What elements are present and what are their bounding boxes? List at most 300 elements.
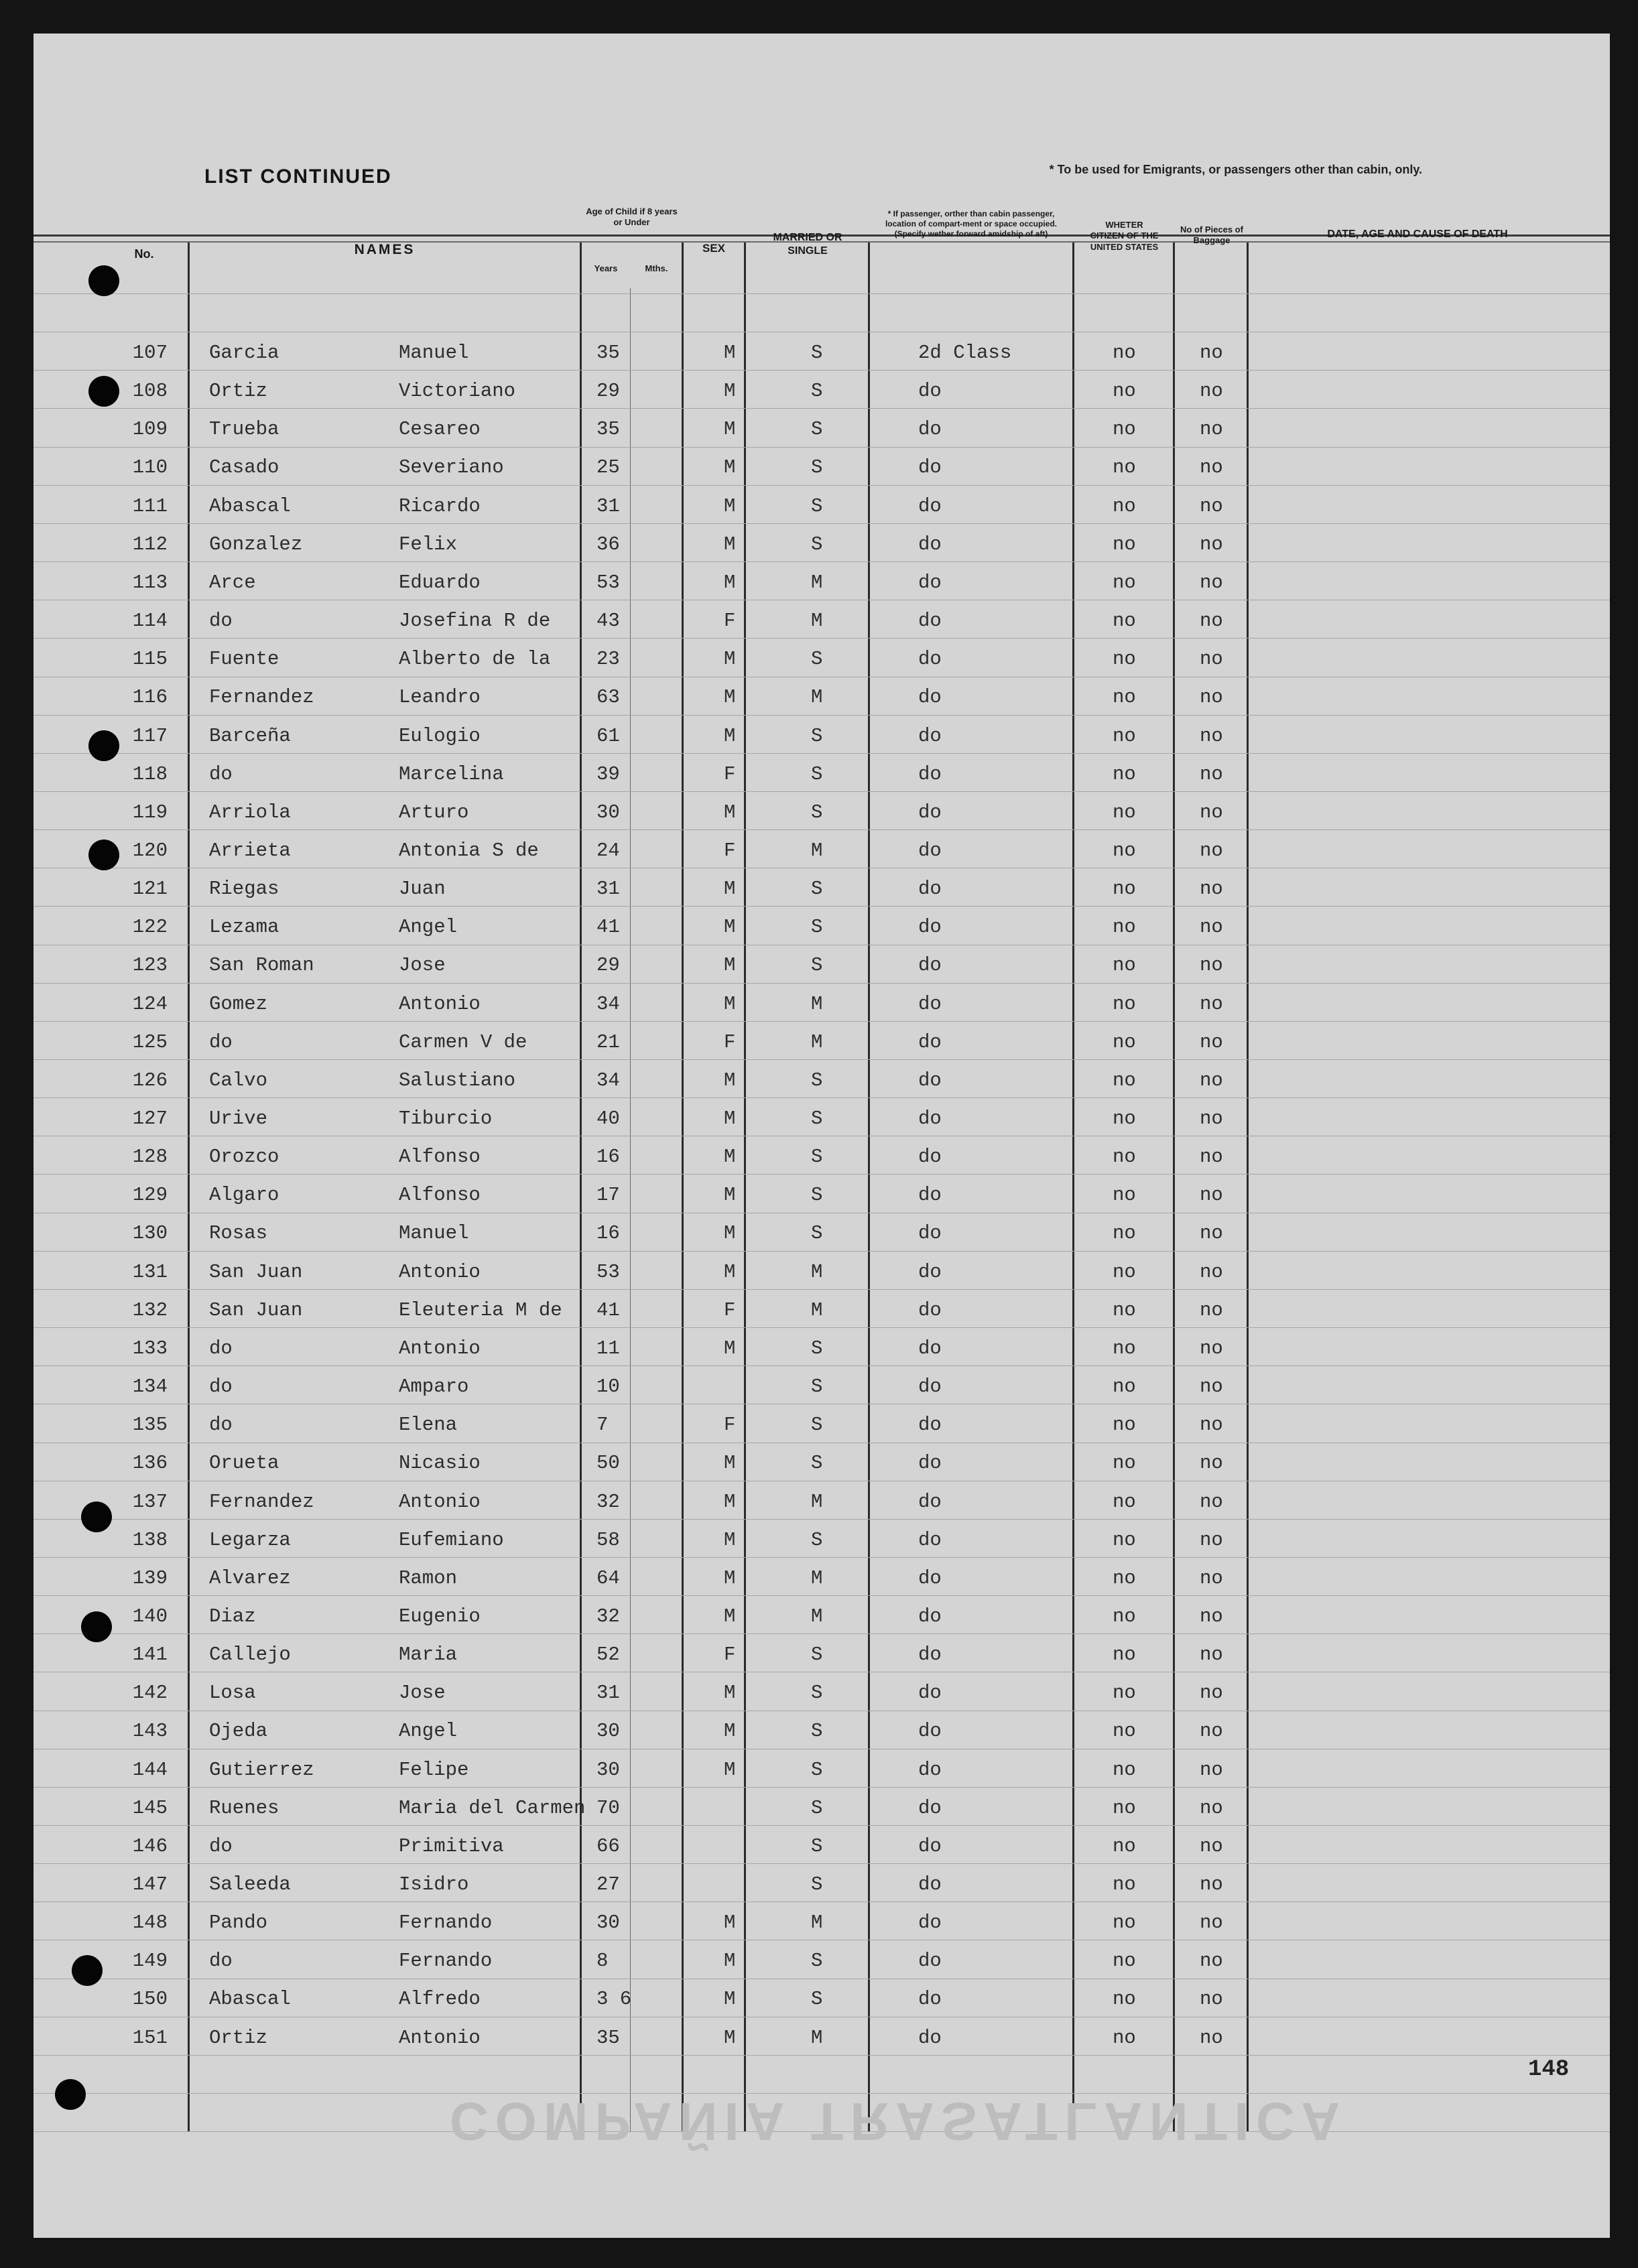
marital-status-cell: S: [811, 725, 823, 747]
location-cell: do: [918, 1222, 942, 1244]
row-number-cell: 118: [132, 763, 168, 785]
location-cell: do: [918, 954, 942, 976]
given-name-cell: Alfonso: [399, 1184, 481, 1206]
punch-hole: [55, 2079, 86, 2110]
column-rule: [1072, 243, 1074, 2132]
row-number-cell: 137: [132, 1491, 168, 1513]
sex-cell: M: [724, 1605, 736, 1627]
citizen-cell: no: [1113, 610, 1136, 632]
location-cell: do: [918, 1682, 942, 1704]
row-number-cell: 132: [132, 1299, 168, 1321]
baggage-count-cell: no: [1200, 533, 1223, 555]
baggage-count-cell: no: [1200, 342, 1223, 364]
age-years-cell: 41: [596, 1299, 620, 1321]
given-name-cell: Severiano: [399, 456, 504, 478]
marital-status-cell: S: [811, 648, 823, 670]
row-rule: [34, 829, 1610, 830]
baggage-count-cell: no: [1200, 686, 1223, 708]
age-years-cell: 53: [596, 572, 620, 594]
row-number-cell: 138: [132, 1529, 168, 1551]
age-years-cell: 39: [596, 763, 620, 785]
given-name-cell: Tiburcio: [399, 1108, 493, 1130]
surname-cell: do: [209, 1376, 233, 1398]
age-years-cell: 23: [596, 648, 620, 670]
surname-cell: do: [209, 1414, 233, 1436]
citizen-cell: no: [1113, 1529, 1136, 1551]
age-years-cell: 63: [596, 686, 620, 708]
given-name-cell: Alberto de la: [399, 648, 551, 670]
age-years-cell: 64: [596, 1567, 620, 1589]
location-cell: do: [918, 1031, 942, 1053]
marital-status-cell: S: [811, 1720, 823, 1742]
age-years-cell: 35: [596, 2027, 620, 2049]
citizen-cell: no: [1113, 840, 1136, 862]
baggage-count-cell: no: [1200, 1873, 1223, 1895]
sex-cell: M: [724, 456, 736, 478]
given-name-cell: Maria: [399, 1644, 458, 1666]
row-rule: [34, 408, 1610, 409]
row-rule: [34, 370, 1610, 371]
row-rule: [34, 906, 1610, 907]
marital-status-cell: S: [811, 456, 823, 478]
marital-status-cell: S: [811, 1108, 823, 1130]
citizen-cell: no: [1113, 648, 1136, 670]
row-number-cell: 123: [132, 954, 168, 976]
baggage-count-cell: no: [1200, 2027, 1223, 2049]
location-cell: do: [918, 725, 942, 747]
row-number-cell: 134: [132, 1376, 168, 1398]
citizen-cell: no: [1113, 1031, 1136, 1053]
row-rule: [34, 1633, 1610, 1634]
sex-cell: M: [724, 2027, 736, 2049]
citizen-cell: no: [1113, 1146, 1136, 1168]
age-years-cell: 8: [596, 1950, 609, 1972]
sex-cell: M: [724, 495, 736, 517]
sex-cell: M: [724, 1108, 736, 1130]
given-name-cell: Josefina R de: [399, 610, 551, 632]
row-number-cell: 144: [132, 1759, 168, 1781]
location-cell: do: [918, 1376, 942, 1398]
surname-cell: do: [209, 1835, 233, 1857]
row-rule: [34, 1059, 1610, 1060]
given-name-cell: Cesareo: [399, 418, 481, 440]
location-cell: do: [918, 1184, 942, 1206]
citizen-cell: no: [1113, 1873, 1136, 1895]
row-number-cell: 119: [132, 801, 168, 823]
page-title: LIST CONTINUED: [204, 165, 392, 188]
row-rule: [34, 1595, 1610, 1596]
location-cell: do: [918, 801, 942, 823]
column-rule: [868, 243, 870, 2132]
column-rule: [580, 243, 582, 2132]
baggage-count-cell: no: [1200, 648, 1223, 670]
age-years-cell: 25: [596, 456, 620, 478]
row-number-cell: 113: [132, 572, 168, 594]
row-number-cell: 124: [132, 993, 168, 1015]
given-name-cell: Ricardo: [399, 495, 481, 517]
age-years-cell: 31: [596, 495, 620, 517]
row-rule: [34, 1251, 1610, 1252]
marital-status-cell: M: [811, 1299, 823, 1321]
marital-status-cell: S: [811, 1644, 823, 1666]
row-rule: [34, 447, 1610, 448]
marital-status-cell: M: [811, 572, 823, 594]
citizen-cell: no: [1113, 342, 1136, 364]
given-name-cell: Leandro: [399, 686, 481, 708]
surname-cell: San Roman: [209, 954, 314, 976]
citizen-cell: no: [1113, 1797, 1136, 1819]
row-number-cell: 107: [132, 342, 168, 364]
col-header-baggage: No of Pieces of Baggage: [1180, 224, 1243, 246]
row-number-cell: 141: [132, 1644, 168, 1666]
citizen-cell: no: [1113, 1414, 1136, 1436]
sex-cell: F: [724, 763, 736, 785]
surname-cell: Casado: [209, 456, 279, 478]
surname-cell: Arriola: [209, 801, 291, 823]
location-cell: do: [918, 686, 942, 708]
baggage-count-cell: no: [1200, 610, 1223, 632]
given-name-cell: Jose: [399, 954, 446, 976]
row-rule: [34, 561, 1610, 562]
row-rule: [34, 791, 1610, 792]
given-name-cell: Maria del Carmen: [399, 1797, 586, 1819]
age-years-cell: 32: [596, 1491, 620, 1513]
given-name-cell: Marcelina: [399, 763, 504, 785]
surname-cell: Abascal: [209, 1988, 291, 2010]
age-years-cell: 3 6: [596, 1988, 632, 2010]
row-number-cell: 143: [132, 1720, 168, 1742]
row-rule: [34, 1825, 1610, 1826]
row-rule: [34, 1327, 1610, 1328]
location-cell: do: [918, 610, 942, 632]
baggage-count-cell: no: [1200, 1988, 1223, 2010]
citizen-cell: no: [1113, 878, 1136, 900]
sex-cell: F: [724, 1414, 736, 1436]
given-name-cell: Isidro: [399, 1873, 469, 1895]
baggage-count-cell: no: [1200, 763, 1223, 785]
given-name-cell: Juan: [399, 878, 446, 900]
sex-cell: M: [724, 725, 736, 747]
sex-cell: M: [724, 1261, 736, 1283]
given-name-cell: Angel: [399, 1720, 458, 1742]
baggage-count-cell: no: [1200, 456, 1223, 478]
surname-cell: Ortiz: [209, 2027, 268, 2049]
surname-cell: Gomez: [209, 993, 268, 1015]
surname-cell: Orozco: [209, 1146, 279, 1168]
sex-cell: M: [724, 380, 736, 402]
baggage-count-cell: no: [1200, 1912, 1223, 1934]
surname-cell: Arrieta: [209, 840, 291, 862]
baggage-count-cell: no: [1200, 1682, 1223, 1704]
given-name-cell: Felipe: [399, 1759, 469, 1781]
surname-cell: Losa: [209, 1682, 256, 1704]
row-number-cell: 110: [132, 456, 168, 478]
age-years-cell: 24: [596, 840, 620, 862]
given-name-cell: Antonio: [399, 1491, 481, 1513]
sex-cell: M: [724, 1222, 736, 1244]
manifest-sheet: [34, 34, 1610, 2238]
baggage-count-cell: no: [1200, 1376, 1223, 1398]
location-cell: do: [918, 418, 942, 440]
row-number-cell: 147: [132, 1873, 168, 1895]
sex-cell: M: [724, 878, 736, 900]
age-years-cell: 50: [596, 1452, 620, 1474]
location-cell: do: [918, 1567, 942, 1589]
citizen-cell: no: [1113, 1376, 1136, 1398]
surname-cell: do: [209, 610, 233, 632]
sex-cell: F: [724, 1031, 736, 1053]
baggage-count-cell: no: [1200, 1222, 1223, 1244]
punch-hole: [88, 376, 119, 407]
row-rule: [34, 1863, 1610, 1864]
marital-status-cell: S: [811, 763, 823, 785]
baggage-count-cell: no: [1200, 495, 1223, 517]
citizen-cell: no: [1113, 1912, 1136, 1934]
row-rule: [34, 1174, 1610, 1175]
citizen-cell: no: [1113, 1069, 1136, 1091]
punch-hole: [88, 730, 119, 761]
baggage-count-cell: no: [1200, 1414, 1223, 1436]
location-cell: do: [918, 648, 942, 670]
marital-status-cell: M: [811, 1491, 823, 1513]
surname-cell: Urive: [209, 1108, 268, 1130]
baggage-count-cell: no: [1200, 1835, 1223, 1857]
marital-status-cell: S: [811, 1873, 823, 1895]
surname-cell: Algaro: [209, 1184, 279, 1206]
row-rule: [34, 753, 1610, 754]
location-cell: do: [918, 456, 942, 478]
age-years-cell: 36: [596, 533, 620, 555]
row-rule: [34, 715, 1610, 716]
column-rule: [1247, 243, 1249, 2132]
baggage-count-cell: no: [1200, 993, 1223, 1015]
given-name-cell: Manuel: [399, 1222, 469, 1244]
marital-status-cell: S: [811, 342, 823, 364]
surname-cell: Fernandez: [209, 686, 314, 708]
location-cell: do: [918, 1759, 942, 1781]
citizen-cell: no: [1113, 1644, 1136, 1666]
marital-status-cell: S: [811, 1950, 823, 1972]
sex-cell: M: [724, 1950, 736, 1972]
row-number-cell: 139: [132, 1567, 168, 1589]
surname-cell: Calvo: [209, 1069, 268, 1091]
sex-cell: M: [724, 1184, 736, 1206]
citizen-cell: no: [1113, 725, 1136, 747]
location-cell: do: [918, 1720, 942, 1742]
col-header-years: Years: [594, 263, 618, 273]
surname-cell: Alvarez: [209, 1567, 291, 1589]
marital-status-cell: S: [811, 1146, 823, 1168]
surname-cell: Fernandez: [209, 1491, 314, 1513]
citizen-cell: no: [1113, 801, 1136, 823]
baggage-count-cell: no: [1200, 1529, 1223, 1551]
sex-cell: M: [724, 954, 736, 976]
marital-status-cell: S: [811, 1529, 823, 1551]
location-cell: do: [918, 1912, 942, 1934]
given-name-cell: Antonio: [399, 1261, 481, 1283]
given-name-cell: Salustiano: [399, 1069, 516, 1091]
marital-status-cell: M: [811, 610, 823, 632]
citizen-cell: no: [1113, 1452, 1136, 1474]
sex-cell: M: [724, 533, 736, 555]
age-years-cell: 32: [596, 1605, 620, 1627]
surname-cell: Ojeda: [209, 1720, 268, 1742]
row-rule: [34, 1097, 1610, 1098]
marital-status-cell: S: [811, 1222, 823, 1244]
marital-status-cell: M: [811, 993, 823, 1015]
given-name-cell: Primitiva: [399, 1835, 504, 1857]
given-name-cell: Alfredo: [399, 1988, 481, 2010]
row-number-cell: 128: [132, 1146, 168, 1168]
marital-status-cell: M: [811, 1912, 823, 1934]
col-header-married: MARRIED OR SINGLE: [773, 232, 842, 257]
age-years-cell: 21: [596, 1031, 620, 1053]
row-number-cell: 146: [132, 1835, 168, 1857]
row-number-cell: 145: [132, 1797, 168, 1819]
given-name-cell: Manuel: [399, 342, 469, 364]
sex-cell: M: [724, 1720, 736, 1742]
age-years-cell: 35: [596, 418, 620, 440]
surname-cell: Ruenes: [209, 1797, 279, 1819]
surname-cell: Legarza: [209, 1529, 291, 1551]
location-cell: do: [918, 1605, 942, 1627]
sex-cell: M: [724, 1682, 736, 1704]
row-number-cell: 111: [132, 495, 168, 517]
baggage-count-cell: no: [1200, 1759, 1223, 1781]
row-number-cell: 129: [132, 1184, 168, 1206]
age-years-cell: 10: [596, 1376, 620, 1398]
sex-cell: F: [724, 1299, 736, 1321]
location-cell: do: [918, 1069, 942, 1091]
sex-cell: M: [724, 418, 736, 440]
given-name-cell: Eulogio: [399, 725, 481, 747]
surname-cell: Gutierrez: [209, 1759, 314, 1781]
row-number-cell: 150: [132, 1988, 168, 2010]
sex-cell: M: [724, 993, 736, 1015]
row-number-cell: 116: [132, 686, 168, 708]
age-years-cell: 30: [596, 1912, 620, 1934]
age-years-cell: 70: [596, 1797, 620, 1819]
marital-status-cell: M: [811, 1261, 823, 1283]
age-years-cell: 40: [596, 1108, 620, 1130]
surname-cell: Garcia: [209, 342, 279, 364]
baggage-count-cell: no: [1200, 1491, 1223, 1513]
row-number-cell: 135: [132, 1414, 168, 1436]
surname-cell: do: [209, 763, 233, 785]
citizen-cell: no: [1113, 456, 1136, 478]
given-name-cell: Alfonso: [399, 1146, 481, 1168]
marital-status-cell: S: [811, 801, 823, 823]
citizen-cell: no: [1113, 1759, 1136, 1781]
location-cell: do: [918, 1337, 942, 1359]
surname-cell: Pando: [209, 1912, 268, 1934]
location-cell: do: [918, 495, 942, 517]
marital-status-cell: M: [811, 840, 823, 862]
marital-status-cell: S: [811, 418, 823, 440]
row-rule: [34, 1557, 1610, 1558]
row-rule: [34, 638, 1610, 639]
location-cell: do: [918, 1452, 942, 1474]
given-name-cell: Elena: [399, 1414, 458, 1436]
row-number-cell: 117: [132, 725, 168, 747]
citizen-cell: no: [1113, 1108, 1136, 1130]
location-cell: do: [918, 1108, 942, 1130]
baggage-count-cell: no: [1200, 954, 1223, 976]
sex-cell: M: [724, 1452, 736, 1474]
baggage-count-cell: no: [1200, 1146, 1223, 1168]
sex-cell: F: [724, 610, 736, 632]
citizen-cell: no: [1113, 380, 1136, 402]
age-years-cell: 30: [596, 1759, 620, 1781]
marital-status-cell: S: [811, 1835, 823, 1857]
citizen-cell: no: [1113, 1682, 1136, 1704]
citizen-cell: no: [1113, 686, 1136, 708]
row-number-cell: 115: [132, 648, 168, 670]
row-number-cell: 149: [132, 1950, 168, 1972]
col-header-death: DATE, AGE AND CAUSE OF DEATH: [1327, 228, 1508, 240]
citizen-cell: no: [1113, 1835, 1136, 1857]
marital-status-cell: S: [811, 1797, 823, 1819]
surname-cell: San Juan: [209, 1299, 303, 1321]
citizen-cell: no: [1113, 1299, 1136, 1321]
location-cell: do: [918, 1146, 942, 1168]
baggage-count-cell: no: [1200, 840, 1223, 862]
age-years-cell: 11: [596, 1337, 620, 1359]
age-years-cell: 29: [596, 380, 620, 402]
location-cell: do: [918, 1529, 942, 1551]
location-cell: do: [918, 1835, 942, 1857]
given-name-cell: Nicasio: [399, 1452, 481, 1474]
citizen-cell: no: [1113, 763, 1136, 785]
age-years-cell: 52: [596, 1644, 620, 1666]
citizen-cell: no: [1113, 1605, 1136, 1627]
age-years-cell: 31: [596, 878, 620, 900]
row-number-cell: 126: [132, 1069, 168, 1091]
sex-cell: M: [724, 648, 736, 670]
col-header-no: No.: [134, 247, 154, 261]
punch-hole: [88, 840, 119, 870]
location-cell: do: [918, 840, 942, 862]
given-name-cell: Eufemiano: [399, 1529, 504, 1551]
marital-status-cell: S: [811, 916, 823, 938]
location-cell: do: [918, 1261, 942, 1283]
baggage-count-cell: no: [1200, 801, 1223, 823]
location-cell: 2d Class: [918, 342, 1012, 364]
age-years-cell: 17: [596, 1184, 620, 1206]
location-cell: do: [918, 2027, 942, 2049]
sex-cell: M: [724, 686, 736, 708]
surname-cell: Gonzalez: [209, 533, 303, 555]
baggage-count-cell: no: [1200, 1184, 1223, 1206]
baggage-count-cell: no: [1200, 1108, 1223, 1130]
baggage-count-cell: no: [1200, 1720, 1223, 1742]
age-years-cell: 66: [596, 1835, 620, 1857]
sex-cell: M: [724, 1146, 736, 1168]
age-years-cell: 16: [596, 1146, 620, 1168]
row-number-cell: 122: [132, 916, 168, 938]
baggage-count-cell: no: [1200, 916, 1223, 938]
sex-cell: M: [724, 1759, 736, 1781]
row-rule: [34, 1365, 1610, 1366]
given-name-cell: Antonio: [399, 993, 481, 1015]
age-years-cell: 61: [596, 725, 620, 747]
citizen-cell: no: [1113, 1184, 1136, 1206]
citizen-cell: no: [1113, 1567, 1136, 1589]
surname-cell: do: [209, 1337, 233, 1359]
surname-cell: Ortiz: [209, 380, 268, 402]
age-years-cell: 16: [596, 1222, 620, 1244]
location-cell: do: [918, 1414, 942, 1436]
